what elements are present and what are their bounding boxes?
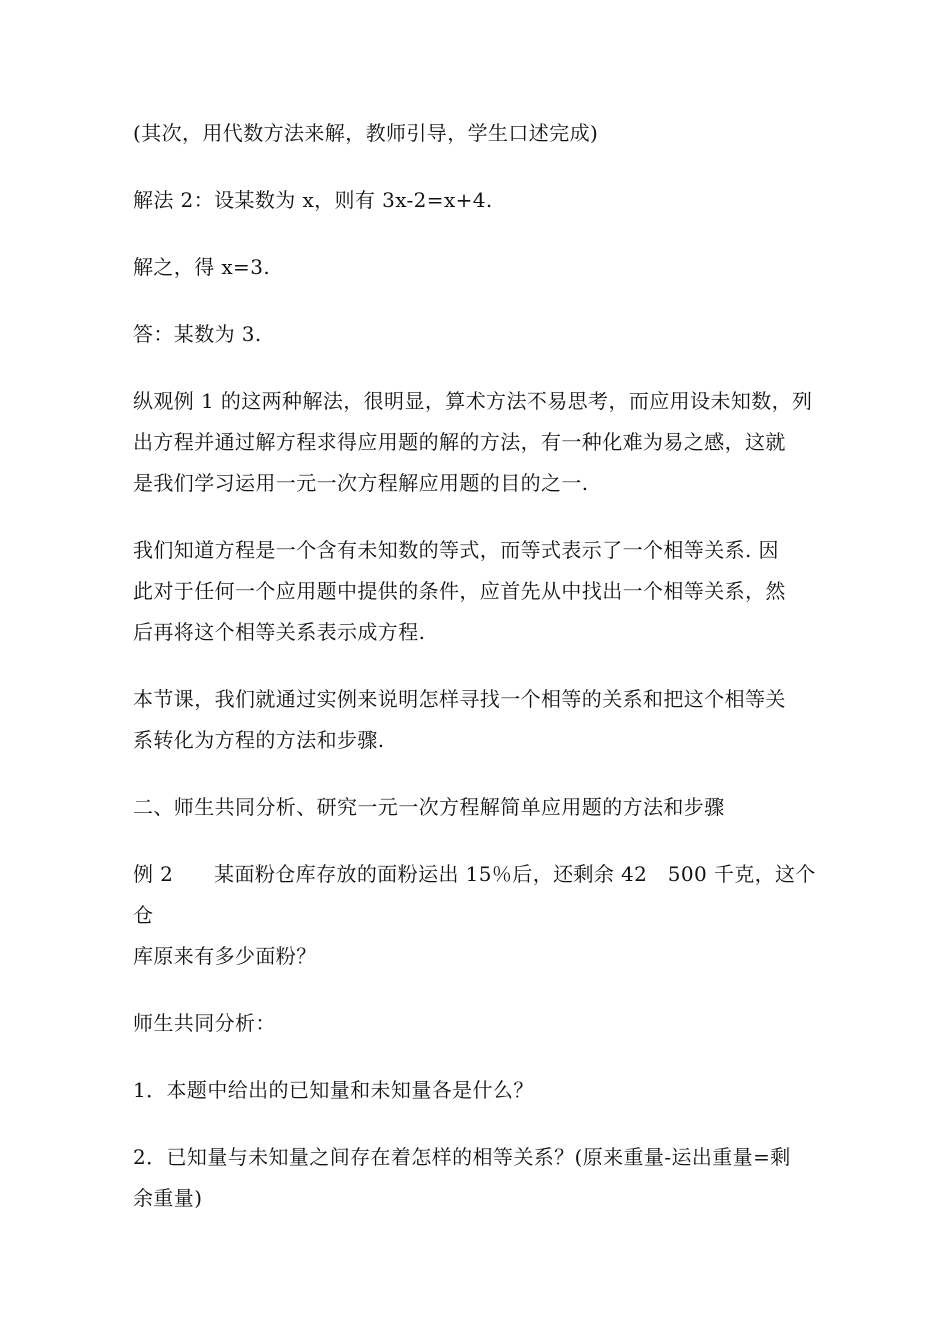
paragraph-algebra-intro <box>133 113 833 154</box>
text-line: 本节课，我们就通过实例来说明怎样寻找一个相等的关系和把这个相等关 <box>133 687 786 711</box>
paragraph-example-2 <box>133 854 833 977</box>
text-line: 解法 2：设某数为 x，则有 3x-2=x+4. <box>133 188 493 212</box>
text-line: 出方程并通过解方程求得应用题的解的方法，有一种化难为易之感，这就 <box>133 430 786 454</box>
text-line: 师生共同分析： <box>133 1011 276 1035</box>
text-line: 2．已知量与未知量之间存在着怎样的相等关系？(原来重量-运出重量=剩 <box>133 1145 791 1169</box>
paragraph-question-2 <box>133 1137 833 1219</box>
section-heading-2 <box>133 787 833 828</box>
text-line: 二、师生共同分析、研究一元一次方程解简单应用题的方法和步骤 <box>133 795 725 819</box>
paragraph-solution-2 <box>133 180 833 221</box>
text-line: 是我们学习运用一元一次方程解应用题的目的之一. <box>133 471 589 495</box>
paragraph-question-1 <box>133 1070 833 1111</box>
document-body <box>133 113 833 1219</box>
text-line: 例 2 某面粉仓库存放的面粉运出 15％后，还剩余 42 500 千克，这个仓 <box>133 862 816 927</box>
text-line: 纵观例 1 的这两种解法，很明显，算术方法不易思考，而应用设未知数，列 <box>133 389 813 413</box>
text-line: 此对于任何一个应用题中提供的条件，应首先从中找出一个相等关系，然 <box>133 579 786 603</box>
text-line: 答：某数为 3. <box>133 322 262 346</box>
paragraph-lesson-goal <box>133 679 833 761</box>
text-line: 系转化为方程的方法和步骤. <box>133 728 385 752</box>
paragraph-comparison <box>133 381 833 504</box>
paragraph-analysis-heading <box>133 1003 833 1044</box>
paragraph-answer <box>133 314 833 355</box>
paragraph-solve <box>133 247 833 288</box>
text-line: 解之，得 x=3. <box>133 255 271 279</box>
text-line: 我们知道方程是一个含有未知数的等式，而等式表示了一个相等关系. 因 <box>133 538 779 562</box>
text-line: 1．本题中给出的已知量和未知量各是什么？ <box>133 1078 534 1102</box>
text-line: 后再将这个相等关系表示成方程. <box>133 620 426 644</box>
text-line: (其次，用代数方法来解，教师引导，学生口述完成) <box>133 121 599 145</box>
text-line: 库原来有多少面粉？ <box>133 944 317 968</box>
paragraph-equation-concept <box>133 530 833 653</box>
text-line: 余重量) <box>133 1186 203 1210</box>
